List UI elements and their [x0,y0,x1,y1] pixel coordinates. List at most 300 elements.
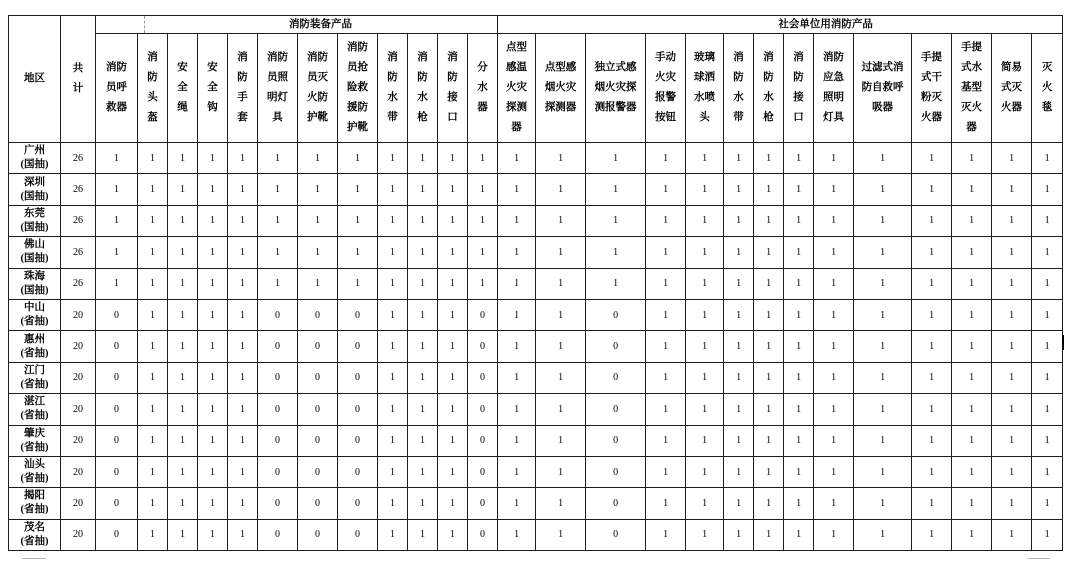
value-cell: 0 [298,488,338,519]
value-cell: 0 [96,362,138,393]
value-cell: 1 [536,268,586,299]
sampling-type: (国抽) [20,190,49,202]
value-cell: 1 [646,205,686,236]
value-cell: 1 [198,143,228,174]
value-cell: 1 [814,174,854,205]
value-cell: 1 [586,174,646,205]
sampling-type: (省抽) [20,441,49,453]
value-cell: 1 [1032,237,1063,268]
column-header-label: 安全钩 [207,62,218,113]
value-cell: 0 [468,331,498,362]
sampling-type: (省抽) [20,473,49,485]
value-cell: 1 [724,237,754,268]
value-cell: 1 [952,299,992,330]
value-cell: 1 [724,394,754,425]
value-cell: 1 [498,331,536,362]
total-cell: 20 [61,362,96,393]
column-header-equip-fire-coupling [438,34,468,143]
value-cell: 1 [912,394,952,425]
value-cell: 1 [952,268,992,299]
value-cell: 1 [854,143,912,174]
value-cell: 1 [378,143,408,174]
fire-product-sampling-table [8,15,1063,551]
value-cell: 1 [536,143,586,174]
value-cell: 1 [646,394,686,425]
value-cell: 0 [96,299,138,330]
value-cell: 1 [228,394,258,425]
column-header-label: 消防水带 [387,52,398,123]
value-cell: 0 [586,299,646,330]
region-cell [9,519,61,550]
value-cell: 1 [952,488,992,519]
region-cell [9,237,61,268]
column-header-label: 简易式灭火器 [1001,62,1023,113]
sampling-type: (省抽) [20,316,49,328]
value-cell: 1 [992,237,1032,268]
column-header-heat-detector [498,34,536,143]
value-cell: 1 [138,519,168,550]
value-cell: 1 [686,331,724,362]
value-cell: 1 [498,488,536,519]
value-cell: 1 [408,143,438,174]
value-cell: 0 [96,519,138,550]
value-cell: 1 [992,425,1032,456]
value-cell: 1 [198,268,228,299]
value-cell: 1 [536,456,586,487]
value-cell: 1 [468,174,498,205]
region-name: 深圳 [24,176,45,188]
value-cell: 1 [724,299,754,330]
value-cell: 1 [378,425,408,456]
sampling-type: (国抽) [20,253,49,265]
value-cell: 0 [338,362,378,393]
value-cell: 1 [408,299,438,330]
value-cell: 1 [468,143,498,174]
value-cell: 1 [198,299,228,330]
column-header-fire-gloves [228,34,258,143]
total-cell: 20 [61,456,96,487]
column-header-label: 点型感温火灾探测器 [506,42,528,133]
value-cell: 1 [952,143,992,174]
value-cell: 0 [586,394,646,425]
value-cell: 0 [258,331,298,362]
value-cell: 1 [814,362,854,393]
value-cell: 1 [992,519,1032,550]
value-cell: 1 [724,519,754,550]
value-cell: 1 [754,488,784,519]
value-cell: 1 [138,237,168,268]
column-header-dry-powder-extinguisher [912,34,952,143]
value-cell: 1 [438,299,468,330]
region-name: 惠州 [24,333,45,345]
value-cell: 1 [784,425,814,456]
value-cell: 1 [168,299,198,330]
value-cell: 1 [438,205,468,236]
column-header-escape-respirator [854,34,912,143]
value-cell: 1 [686,143,724,174]
column-header-social-fire-coupling [784,34,814,143]
value-cell: 1 [1032,143,1063,174]
value-cell: 0 [468,425,498,456]
value-cell: 1 [168,519,198,550]
value-cell: 1 [408,331,438,362]
value-cell: 1 [168,174,198,205]
value-cell: 1 [646,331,686,362]
value-cell: 1 [784,456,814,487]
sampling-type: (省抽) [20,410,49,422]
value-cell: 0 [298,519,338,550]
value-cell: 1 [338,174,378,205]
value-cell: 1 [1032,268,1063,299]
value-cell: 1 [198,456,228,487]
column-header-fire-helmet [138,34,168,143]
value-cell: 1 [498,456,536,487]
value-cell: 1 [228,174,258,205]
column-header-standalone-smoke-alarm [586,34,646,143]
value-cell: 1 [952,519,992,550]
column-header-label: 消防员灭火防护靴 [306,52,328,123]
total-cell: 26 [61,174,96,205]
column-header-label: 点型感烟火灾探测器 [544,62,577,113]
value-cell: 1 [754,331,784,362]
value-cell: 1 [784,143,814,174]
value-cell: 1 [784,519,814,550]
value-cell: 0 [586,362,646,393]
region-name: 佛山 [24,239,45,251]
region-name: 湛江 [24,396,45,408]
value-cell: 1 [438,174,468,205]
sampling-type: (省抽) [20,378,49,390]
value-cell: 1 [754,456,784,487]
value-cell: 1 [686,299,724,330]
value-cell: 1 [854,331,912,362]
value-cell: 0 [586,425,646,456]
value-cell: 1 [408,488,438,519]
value-cell: 0 [338,394,378,425]
value-cell: 1 [168,456,198,487]
value-cell: 1 [228,362,258,393]
value-cell: 0 [298,299,338,330]
value-cell: 1 [168,268,198,299]
table-row [9,299,1063,330]
value-cell: 1 [814,237,854,268]
value-cell: 1 [468,237,498,268]
value-cell: 1 [536,425,586,456]
cell-split-guide [144,16,145,33]
table-row [9,425,1063,456]
value-cell: 0 [258,456,298,487]
region-cell [9,268,61,299]
value-cell: 0 [96,394,138,425]
value-cell: 1 [724,331,754,362]
value-cell: 1 [198,174,228,205]
value-cell: 1 [854,205,912,236]
sampling-type: (省抽) [20,347,49,359]
value-cell: 1 [754,174,784,205]
table-row [9,394,1063,425]
table-row [9,174,1063,205]
value-cell: 1 [814,331,854,362]
column-header-label: 消防员呼救器 [105,62,127,113]
value-cell: 1 [814,143,854,174]
table-row [9,456,1063,487]
column-header-label: 安全绳 [177,62,188,113]
value-cell: 1 [338,237,378,268]
value-cell: 0 [96,488,138,519]
value-cell: 1 [992,488,1032,519]
value-cell: 1 [784,237,814,268]
value-cell: 1 [754,362,784,393]
value-cell: 1 [952,237,992,268]
value-cell: 1 [536,519,586,550]
value-cell: 0 [338,425,378,456]
value-cell: 1 [854,237,912,268]
value-cell: 1 [854,362,912,393]
value-cell: 1 [992,205,1032,236]
column-header-label: 分水器 [477,62,488,113]
value-cell: 1 [138,174,168,205]
value-cell: 1 [378,519,408,550]
column-header-label: 消防员抢险救援防护靴 [346,42,368,133]
region-cell [9,331,61,362]
value-cell: 1 [168,331,198,362]
value-cell: 1 [814,299,854,330]
value-cell: 1 [438,394,468,425]
total-column-header-label: 共计 [72,63,84,94]
value-cell: 1 [754,143,784,174]
value-cell: 0 [338,456,378,487]
value-cell: 1 [138,205,168,236]
value-cell: 1 [912,519,952,550]
value-cell: 1 [1032,174,1063,205]
value-cell: 1 [724,425,754,456]
value-cell: 0 [468,394,498,425]
value-cell: 1 [952,456,992,487]
table-row [9,331,1063,362]
value-cell: 1 [536,394,586,425]
value-cell: 1 [536,174,586,205]
value-cell: 1 [198,425,228,456]
value-cell: 1 [378,394,408,425]
value-cell: 1 [438,331,468,362]
value-cell: 1 [298,237,338,268]
region-name: 珠海 [24,270,45,282]
value-cell: 1 [96,237,138,268]
value-cell: 1 [498,362,536,393]
value-cell: 1 [378,268,408,299]
total-cell: 26 [61,205,96,236]
value-cell: 1 [952,331,992,362]
value-cell: 1 [686,205,724,236]
value-cell: 1 [536,299,586,330]
column-header-rescue-boots [338,34,378,143]
value-cell: 1 [198,331,228,362]
value-cell: 1 [992,362,1032,393]
value-cell: 1 [258,237,298,268]
group-header-equipment-label: 消防装备产品 [289,18,353,30]
value-cell: 0 [298,394,338,425]
sampling-type: (国抽) [20,159,49,171]
region-cell [9,456,61,487]
value-cell: 1 [686,425,724,456]
value-cell: 1 [408,394,438,425]
value-cell: 1 [378,205,408,236]
column-header-emergency-lighting [814,34,854,143]
value-cell: 1 [814,488,854,519]
value-cell: 1 [498,174,536,205]
total-cell: 20 [61,425,96,456]
value-cell: 1 [586,268,646,299]
value-cell: 1 [1032,425,1063,456]
value-cell: 1 [912,143,952,174]
value-cell: 1 [138,299,168,330]
value-cell: 1 [784,394,814,425]
region-cell [9,299,61,330]
value-cell: 1 [784,362,814,393]
value-cell: 1 [498,143,536,174]
column-header-safety-hook [198,34,228,143]
column-header-water-divider [468,34,498,143]
value-cell: 1 [912,237,952,268]
row-end-marker [1062,335,1064,350]
column-header-safety-rope [168,34,198,143]
column-header-label: 手动火灾报警按钮 [655,52,677,123]
value-cell: 1 [646,362,686,393]
value-cell: 1 [754,268,784,299]
value-cell: 1 [438,143,468,174]
total-cell: 26 [61,237,96,268]
value-cell: 1 [138,143,168,174]
value-cell: 1 [168,205,198,236]
table-row [9,519,1063,550]
value-cell: 1 [408,268,438,299]
value-cell: 1 [854,488,912,519]
value-cell: 1 [814,425,854,456]
column-header-label: 消防水枪 [417,52,428,123]
value-cell: 1 [646,237,686,268]
value-cell: 1 [298,143,338,174]
value-cell: 0 [258,299,298,330]
value-cell: 1 [498,205,536,236]
sampling-type: (省抽) [20,535,49,547]
value-cell: 0 [298,331,338,362]
value-cell: 1 [912,456,952,487]
total-cell: 20 [61,299,96,330]
value-cell: 0 [586,488,646,519]
value-cell: 1 [228,425,258,456]
value-cell: 1 [378,362,408,393]
region-name: 东莞 [24,207,45,219]
column-header-label: 消防接口 [793,52,804,123]
value-cell: 1 [686,268,724,299]
value-cell: 0 [338,488,378,519]
page-corner-mark-left [22,558,46,559]
value-cell: 0 [468,362,498,393]
value-cell: 1 [854,174,912,205]
value-cell: 1 [408,519,438,550]
column-header-label: 消防头盔 [147,52,158,123]
value-cell: 1 [814,205,854,236]
value-cell: 0 [586,456,646,487]
value-cell: 1 [438,237,468,268]
column-header-equip-fire-nozzle [408,34,438,143]
value-cell: 1 [498,394,536,425]
value-cell: 1 [228,519,258,550]
column-header-label: 灭火毯 [1041,62,1053,113]
value-cell: 1 [912,205,952,236]
value-cell: 1 [854,299,912,330]
value-cell: 1 [912,299,952,330]
value-cell: 0 [468,519,498,550]
value-cell: 0 [258,425,298,456]
group-header-social-unit-label: 社会单位用消防产品 [778,18,873,30]
value-cell: 1 [298,174,338,205]
value-cell: 1 [686,237,724,268]
value-cell: 1 [646,299,686,330]
value-cell: 1 [854,456,912,487]
value-cell: 1 [724,174,754,205]
column-header-equip-fire-hose [378,34,408,143]
value-cell: 1 [1032,456,1063,487]
total-cell: 26 [61,268,96,299]
value-cell: 1 [378,488,408,519]
value-cell: 1 [168,394,198,425]
value-cell: 1 [992,394,1032,425]
value-cell: 1 [536,331,586,362]
value-cell: 1 [138,394,168,425]
region-column-header [9,16,61,143]
column-header-label: 玻璃球洒水喷头 [694,52,716,123]
value-cell: 1 [536,488,586,519]
value-cell: 0 [96,456,138,487]
value-cell: 1 [298,268,338,299]
value-cell: 1 [378,237,408,268]
value-cell: 1 [754,205,784,236]
region-cell [9,174,61,205]
region-name: 揭阳 [24,490,45,502]
value-cell: 1 [138,425,168,456]
column-header-label: 手提式水基型灭火器 [961,42,983,133]
value-cell: 1 [498,425,536,456]
value-cell: 1 [686,519,724,550]
value-cell: 1 [724,456,754,487]
value-cell: 1 [198,519,228,550]
value-cell: 1 [784,299,814,330]
value-cell: 1 [258,174,298,205]
value-cell: 1 [686,456,724,487]
value-cell: 0 [96,425,138,456]
value-cell: 1 [338,143,378,174]
value-cell: 1 [438,425,468,456]
value-cell: 1 [686,174,724,205]
value-cell: 0 [338,299,378,330]
table-row [9,143,1063,174]
value-cell: 1 [168,488,198,519]
value-cell: 1 [168,237,198,268]
sampling-type: (省抽) [20,504,49,516]
value-cell: 1 [784,488,814,519]
column-header-social-fire-hose [724,34,754,143]
value-cell: 0 [258,394,298,425]
value-cell: 1 [536,205,586,236]
value-cell: 1 [754,394,784,425]
column-header-firefighter-distress-alarm [96,34,138,143]
column-header-smoke-detector [536,34,586,143]
region-name: 茂名 [24,521,45,533]
value-cell: 1 [992,174,1032,205]
value-cell: 1 [814,519,854,550]
total-cell: 20 [61,519,96,550]
